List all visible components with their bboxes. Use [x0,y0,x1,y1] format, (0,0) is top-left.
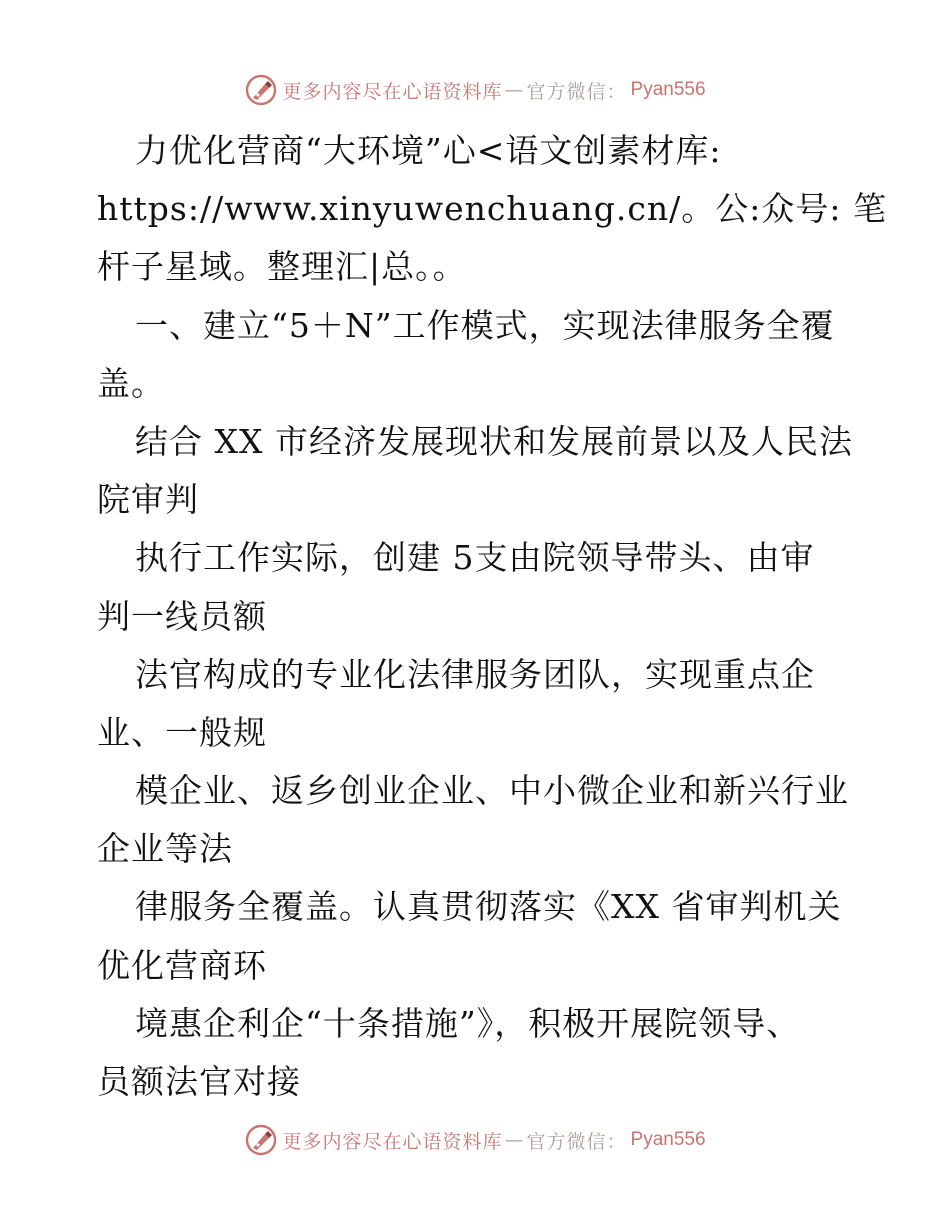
body-line: 企业等法 [97,829,233,869]
body-line: 模企业、返乡创业企业、中小微企业和新兴行业 [135,771,849,811]
body-line: 判一线员额 [97,596,267,636]
footer-watermark-banner [0,1120,950,1160]
body-line: 盖。 [97,363,165,403]
watermark-dash: — [504,79,525,101]
watermark-colon: ： [606,80,627,103]
body-line: 员额法官对接 [97,1062,301,1101]
body-line: 律服务全覆盖。认真贯彻落实《XX 省审判机关 [135,887,842,927]
header-watermark-banner [0,70,950,110]
body-line: 一、建立“5＋N”工作模式，实现法律服务全覆 [135,305,835,345]
body-line: 杆子星域。整理汇|总。。 [97,247,467,287]
body-line: https://www.xinyuwenchuang.cn/。公:众号: 笔 [97,189,887,229]
body-line: 结合 XX 市经济发展现状和发展前景以及人民法 [135,421,853,461]
body-line: 法官构成的专业化法律服务团队，实现重点企 [135,654,815,694]
watermark-wechat-label: 官方微信 [526,1130,607,1153]
body-line: 力优化营商“大环境”心<语文创素材库: [135,131,722,170]
body-line: 执行工作实际，创建 5支由院领导带头、由审 [135,538,815,578]
body-line: 业、一般规 [97,712,267,752]
watermark-wechat-label: 官方微信 [526,80,607,103]
body-line: 院审判 [97,480,199,520]
document-body [97,122,887,1111]
watermark-colon: ： [606,1130,627,1153]
body-line: 境惠企利企“十条措施”》，积极开展院领导、 [135,1003,801,1043]
watermark-site-text: 更多内容尽在心语资料库 [282,1130,503,1153]
body-line: 优化营商环 [97,945,267,985]
watermark-wechat-id: Pyan556 [630,1129,706,1150]
watermark-dash: — [504,1129,525,1151]
pen-nib-logo-icon [244,1123,278,1157]
watermark-wechat-id: Pyan556 [630,79,706,100]
pen-nib-logo-icon [244,73,278,107]
watermark-site-text: 更多内容尽在心语资料库 [282,80,503,103]
